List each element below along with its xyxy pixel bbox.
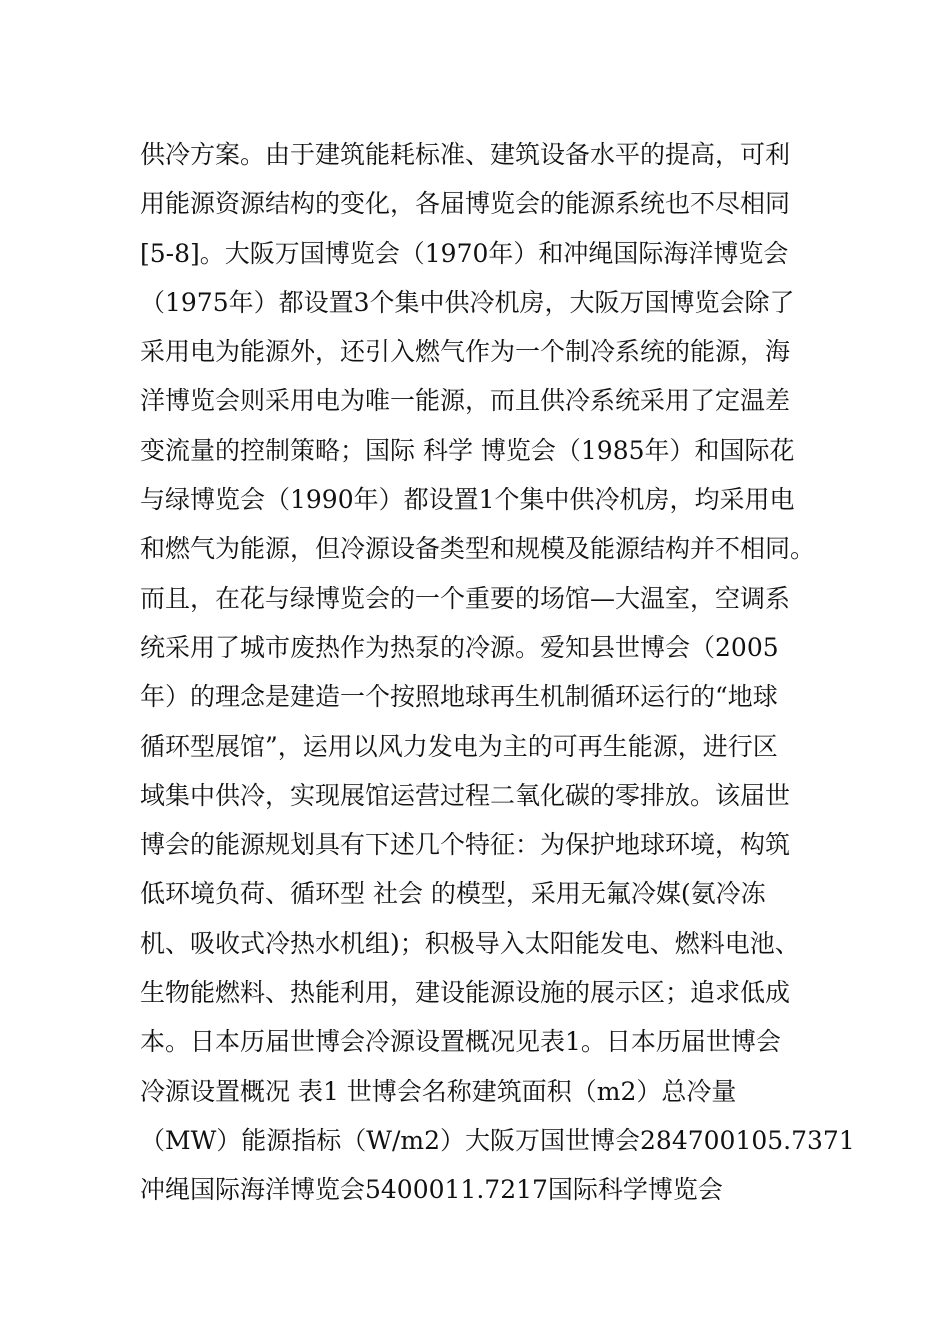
text-line: 循环型展馆”，运用以风力发电为主的可再生能源，进行区: [140, 731, 778, 761]
text-line: 用能源资源结构的变化，各届博览会的能源系统也不尽相同: [140, 189, 791, 219]
text-line: （1975年）都设置3个集中供冷机房，大阪万国博览会除了: [140, 287, 795, 317]
text-line: 统采用了城市废热作为热泵的冷源。爱知县世博会（2005: [140, 632, 779, 662]
text-line: （MW）能源指标（W/m2）大阪万国世博会284700105.7371: [140, 1125, 855, 1155]
text-line: 机、吸收式冷热水机组)；积极导入太阳能发电、燃料电池、: [140, 928, 800, 958]
text-line: 采用电为能源外，还引入燃气作为一个制冷系统的能源，海: [140, 337, 791, 367]
text-line: 域集中供冷，实现展馆运营过程二氧化碳的零排放。该届世: [140, 780, 791, 810]
body-text: [140, 130, 855, 1215]
text-line: 生物能燃料、热能利用，建设能源设施的展示区；追求低成: [140, 978, 791, 1008]
text-line: 博会的能源规划具有下述几个特征：为保护地球环境，构筑: [140, 830, 791, 860]
text-line: 供冷方案。由于建筑能耗标准、建筑设备水平的提高，可利: [140, 140, 791, 169]
text-line: [5-8]。大阪万国博览会（1970年）和冲绳国际海洋博览会: [140, 238, 789, 268]
text-line: 和燃气为能源，但冷源设备类型和规模及能源结构并不相同。: [140, 534, 816, 564]
text-line: 冲绳国际海洋博览会5400011.7217国际科学博览会: [140, 1175, 723, 1205]
text-line: 而且，在花与绿博览会的一个重要的场馆—大温室，空调系: [140, 583, 791, 613]
text-line: 洋博览会则采用电为唯一能源，而且供冷系统采用了定温差: [140, 386, 791, 416]
text-line: 冷源设置概况 表1 世博会名称建筑面积（m2）总冷量: [140, 1076, 737, 1106]
text-line: 本。日本历届世博会冷源设置概况见表1。日本历届世博会: [140, 1027, 781, 1057]
text-line: 变流量的控制策略；国际 科学 博览会（1985年）和国际花: [140, 435, 795, 465]
text-line: 与绿博览会（1990年）都设置1个集中供冷机房，均采用电: [140, 485, 795, 515]
text-line: 年）的理念是建造一个按照地球再生机制循环运行的“地球: [140, 682, 778, 712]
text-line: 低环境负荷、循环型 社会 的模型，采用无氟冷媒(氨冷冻: [140, 879, 766, 909]
